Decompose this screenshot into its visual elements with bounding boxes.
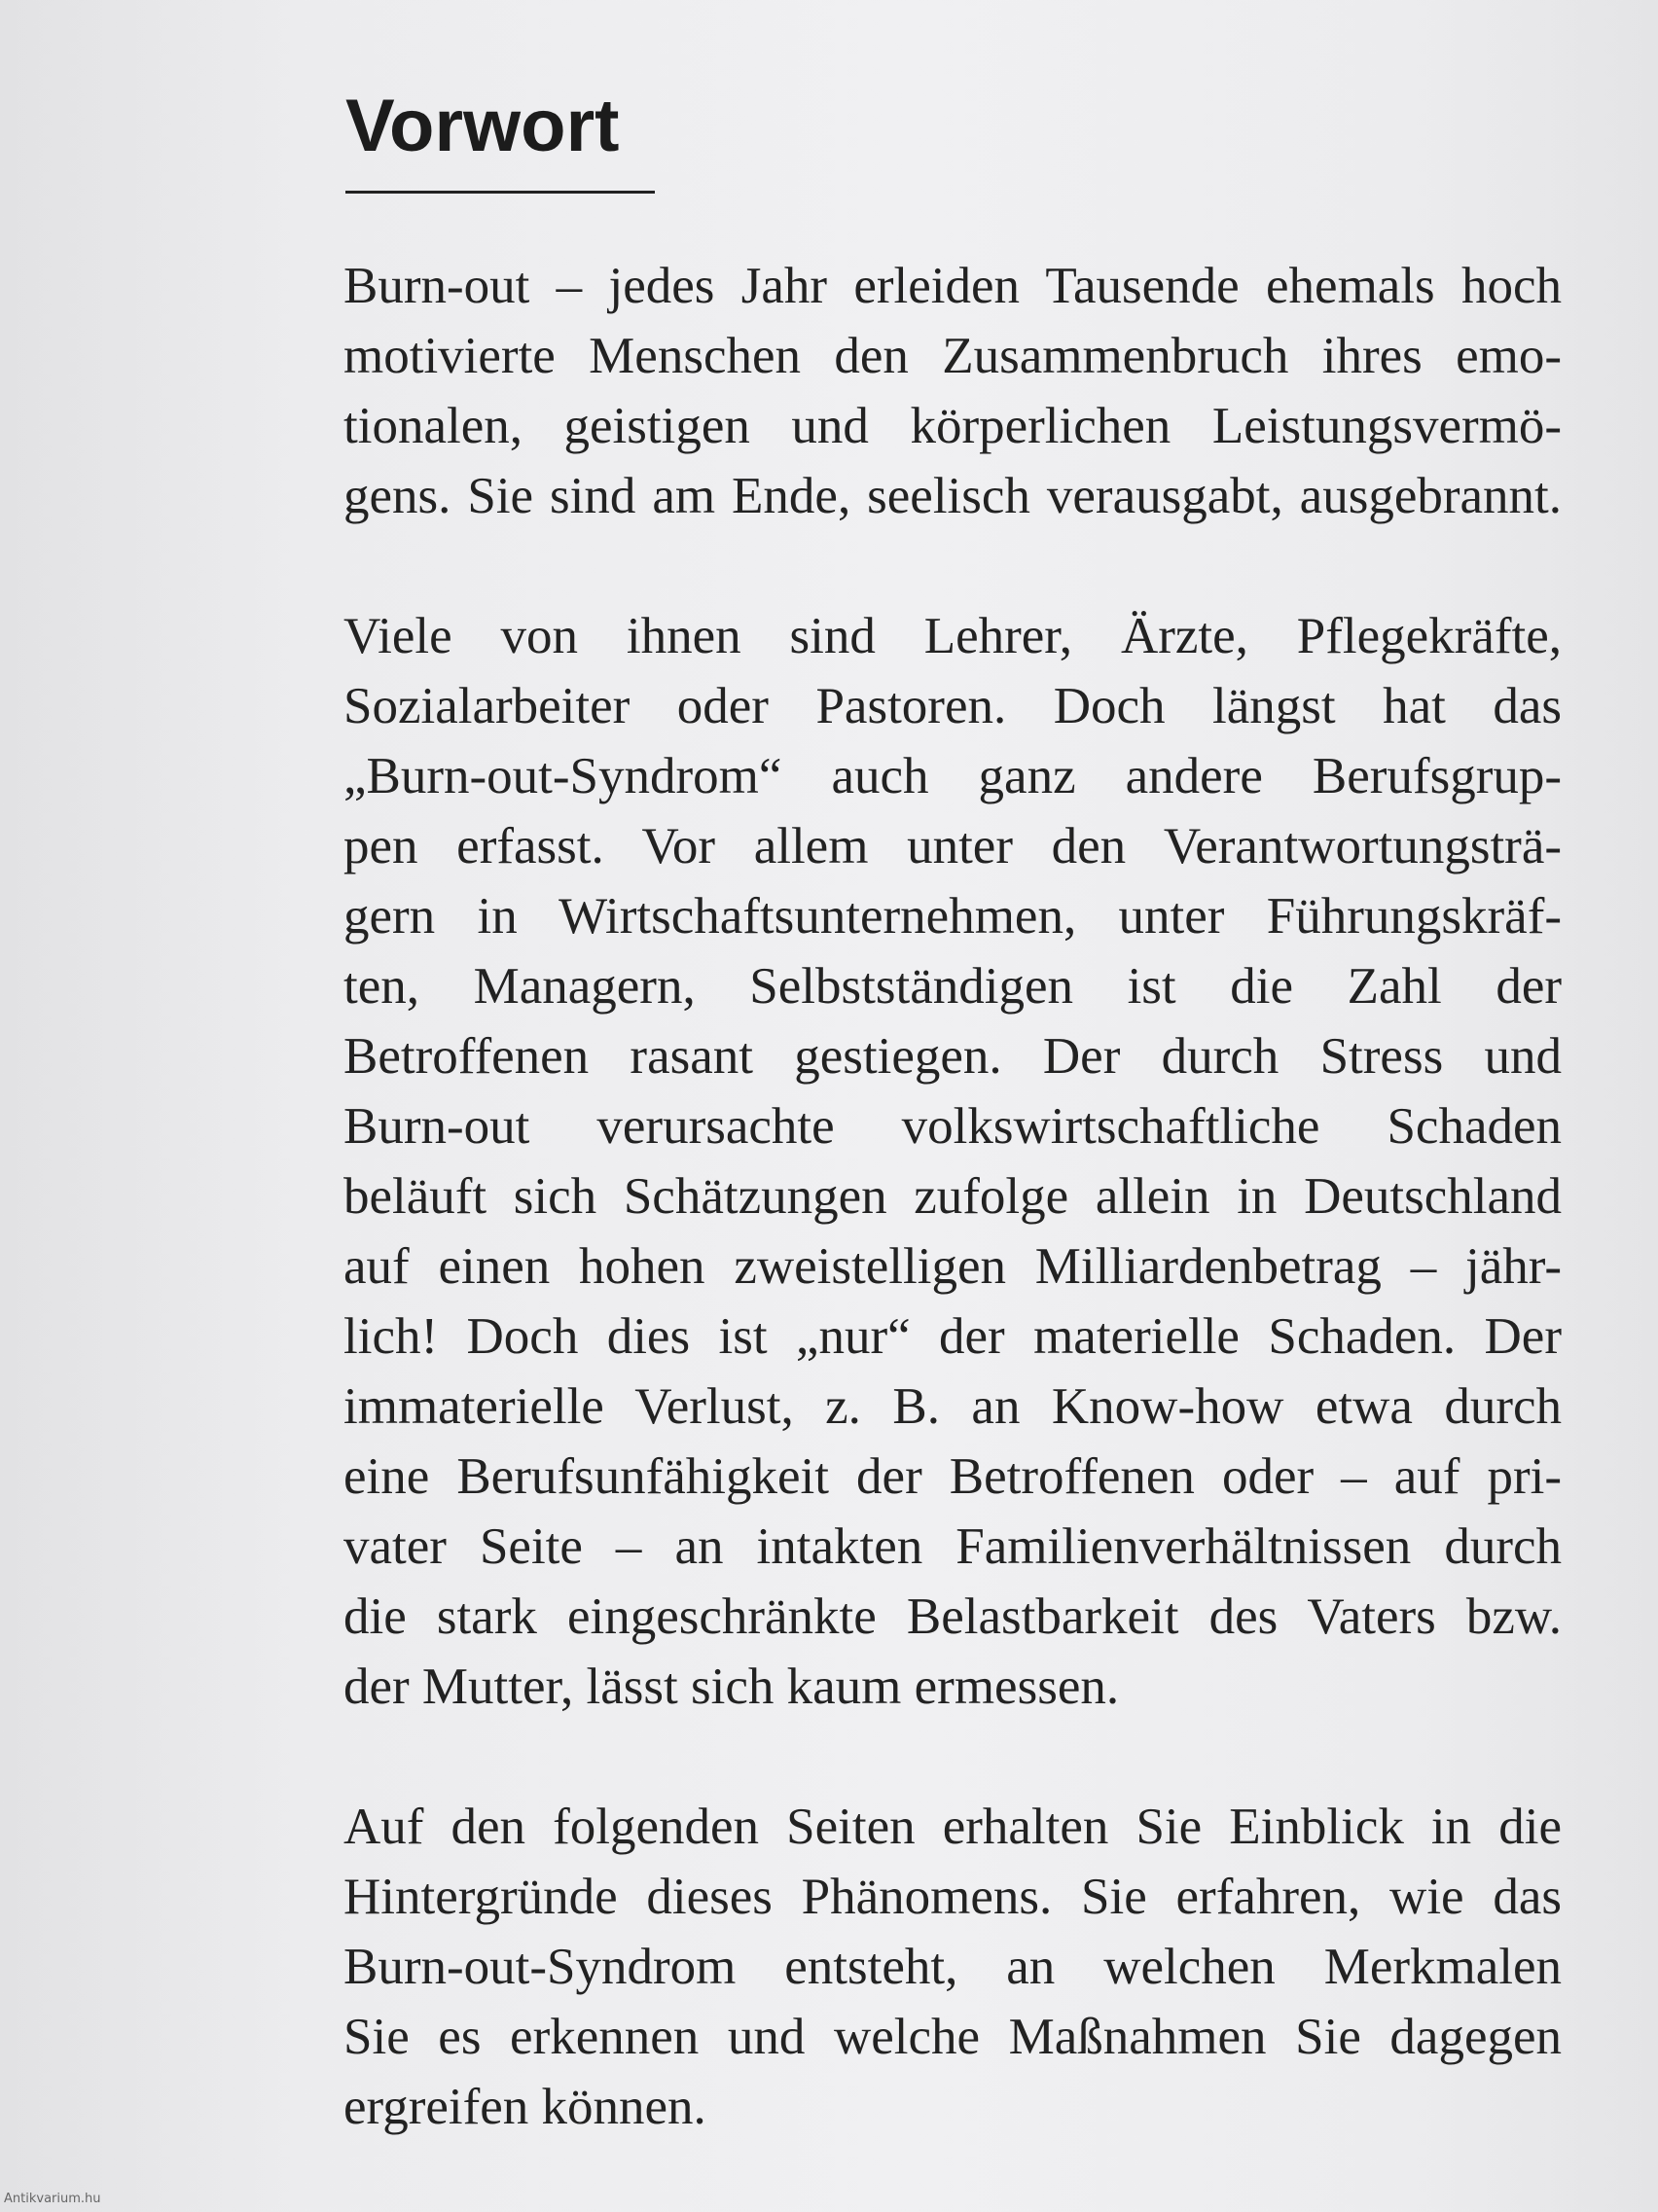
text-line: pen erfasst. Vor allem unter den Verantwortungsträ- [343,818,1562,874]
text-line: „Burn-out-Syndrom“ auch ganz andere Berufsgrup- [343,748,1562,804]
text-line: auf einen hohen zweistelligen Milliardenbetrag – jähr- [343,1238,1562,1295]
paragraph-1 [343,251,1562,531]
text-line: motivierte Menschen den Zusammenbruch ihres emo- [343,328,1562,384]
text-line: Burn-out – jedes Jahr erleiden Tausende ehemals hoch [343,258,1562,314]
page-title: Vorwort [345,85,620,167]
text-line: Betroffenen rasant gestiegen. Der durch Stress und [343,1028,1562,1085]
heading-underline [345,191,655,194]
text-line: Auf den folgenden Seiten erhalten Sie Einblick in die [343,1799,1562,1855]
text-line: gern in Wirtschaftsunternehmen, unter Führungskräf- [343,888,1562,945]
text-line: die stark eingeschränkte Belastbarkeit des Vaters bzw. [343,1588,1562,1645]
text-line: Burn-out verursachte volkswirtschaftliche Schaden [343,1098,1562,1155]
text-line: vater Seite – an intakten Familienverhältnissen durch [343,1518,1562,1575]
text-line: ten, Managern, Selbstständigen ist die Zahl der [343,958,1562,1015]
text-line: eine Berufsunfähigkeit der Betroffenen oder – auf pri- [343,1448,1562,1505]
text-line: immaterielle Verlust, z. B. an Know-how etwa durch [343,1378,1562,1435]
body-text [343,251,1562,2212]
text-line: lich! Doch dies ist „nur“ der materielle Schaden. Der [343,1308,1562,1365]
paragraph-3 [343,1792,1562,2142]
source-watermark: Antikvarium.hu [4,2192,101,2206]
text-line: der Mutter, lässt sich kaum ermessen. [343,1659,1120,1715]
text-line: ergreifen können. [343,2079,706,2135]
text-line: Viele von ihnen sind Lehrer, Ärzte, Pflegekräfte, [343,608,1562,664]
text-line: Hintergründe dieses Phänomens. Sie erfahren, wie das [343,1869,1562,1925]
text-line: Sozialarbeiter oder Pastoren. Doch längst hat das [343,678,1562,734]
text-line: Sie es erkennen und welche Maßnahmen Sie dagegen [343,2009,1562,2065]
heading-block [345,85,657,167]
text-line: beläuft sich Schätzungen zufolge allein in Deutschland [343,1168,1562,1225]
text-line: tionalen, geistigen und körperlichen Leistungsvermö- [343,398,1562,454]
text-line: Burn-out-Syndrom entsteht, an welchen Merkmalen [343,1939,1562,1995]
paragraph-2 [343,601,1562,1722]
text-line: gens. Sie sind am Ende, seelisch verausgabt, ausgebrannt. [343,468,1562,524]
